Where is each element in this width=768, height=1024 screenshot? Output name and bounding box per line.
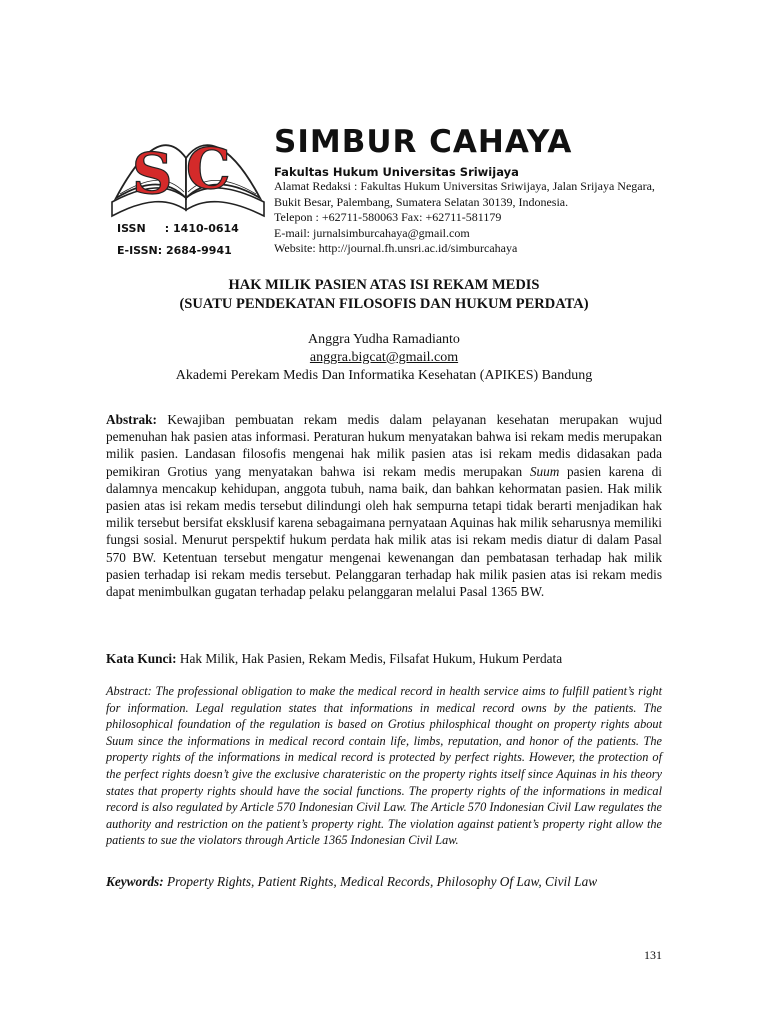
email-line: E-mail: jurnalsimburcahaya@gmail.com <box>274 225 470 240</box>
author-name: Anggra Yudha Ramadianto <box>308 332 460 347</box>
contact-block <box>274 179 655 257</box>
e-issn: E-ISSN: 2684-9941 <box>117 244 232 257</box>
abstract-english: Abstract: The professional obligation to make the medical record in health service aims to fulfill patient’s right for information. Legal regulation states that informations in medical record owns by the patients. The philosophical foundation of the regulation is based on Grotius philosphical thought on property rights about Suum since the informations in medical record contain life, limbs, reputation, and honor of the patients. The property rights of the informations in medical record is protected by perfect rights. However, the protection of the perfect rights doesn’t give the exclusive charateristic on the property rights itself since Aquinas in his theory states that property rights should have the social functions. The property rights of the informations in medical record is also regulated by Article 570 Indonesian Civil Law. The Article 570 Indonesian Civil Law regulates the authority and restriction on the patient’s property right. The violation against patient’s property right allow the patients to sue the violators through Article 1365 Indonesian Civil Law. <box>106 684 662 848</box>
keywords-english <box>106 874 666 890</box>
author-block <box>60 331 708 385</box>
keywords-en-label: Keywords: <box>106 874 164 889</box>
keywords-label: Kata Kunci: <box>106 651 177 666</box>
abstract-indonesian <box>106 411 662 600</box>
article-title <box>60 276 708 314</box>
title-line-2: (SUATU PENDEKATAN FILOSOFIS DAN HUKUM PERDATA) <box>179 296 589 312</box>
keywords-en-text: Property Rights, Patient Rights, Medical Records, Philosophy Of Law, Civil Law <box>166 874 598 889</box>
keywords-indonesian <box>106 651 666 667</box>
faculty-name: Fakultas Hukum Universitas Sriwijaya <box>274 165 519 179</box>
phone-line: Telepon : +62711-580063 Fax: +62711-581179 <box>274 210 502 224</box>
journal-title: SIMBUR CAHAYA <box>274 124 573 160</box>
svg-text:C: C <box>186 136 231 202</box>
keywords-text: Hak Milik, Hak Pasien, Rekam Medis, Filsafat Hukum, Hukum Perdata <box>179 651 563 666</box>
journal-logo-icon <box>106 118 268 222</box>
abstract-text-2: pasien karena di dalamnya mencakup kehidupan, anggota tubuh, nama baik, dan bahkan kehormatan pasien. Hak milik pasien atas isi rekam medis tersebut dilindungi oleh hak sempurna tetapi tidak berarti menjadikan hak milik tersebut bersifat eksklusif karena sebagaimana pernyataan Aquinas hak milik seharusnya memiliki fungsi sosial. Menurut perspektif hukum perdata hak milik atas isi rekam medis diatur di dalam Pasal 570 BW. Ketentuan tersebut mengatur mengenai kewenangan dan pembatasan terhadap hak milik pasien terhadap isi rekam medis tersebut. Pelanggaran terhadap hak milik pasien atas isi rekam medis dapat menimbulkan gugatan terhadap pelaku pelanggaran melalui Pasal 1365 BW. <box>106 463 662 600</box>
page-number: 131 <box>644 948 662 962</box>
title-line-1: HAK MILIK PASIEN ATAS ISI REKAM MEDIS <box>228 277 540 293</box>
website-line: Website: http://journal.fh.unsri.ac.id/simburcahaya <box>274 241 518 255</box>
abstract-text-1: Kewajiban pembuatan rekam medis dalam pelayanan kesehatan merupakan wujud pemenuhan hak pasien atas informasi. Peraturan hukum menyatakan bahwa isi rekam medis merupakan milik pasien. Landasan filosofis mengenai hak milik pasien atas isi rekam medis didasakan pada pemikiran Grotius yang menyatakan bahwa isi rekam medis merupakan <box>106 412 662 479</box>
issn: ISSN : 1410-0614 <box>117 222 239 235</box>
author-email-link[interactable]: anggra.bigcat@gmail.com <box>309 350 459 365</box>
issn-block <box>117 218 239 262</box>
author-affiliation: Akademi Perekam Medis Dan Informatika Kesehatan (APIKES) Bandung <box>175 368 593 383</box>
address-line-1: Alamat Redaksi : Fakultas Hukum Universitas Sriwijaya, Jalan Srijaya Negara, <box>274 179 655 193</box>
svg-text:S: S <box>132 141 173 207</box>
abstract-label: Abstrak: <box>106 412 157 427</box>
address-line-2: Bukit Besar, Palembang, Sumatera Selatan 30139, Indonesia. <box>274 194 569 209</box>
abstract-italic-term: Suum <box>529 463 560 479</box>
